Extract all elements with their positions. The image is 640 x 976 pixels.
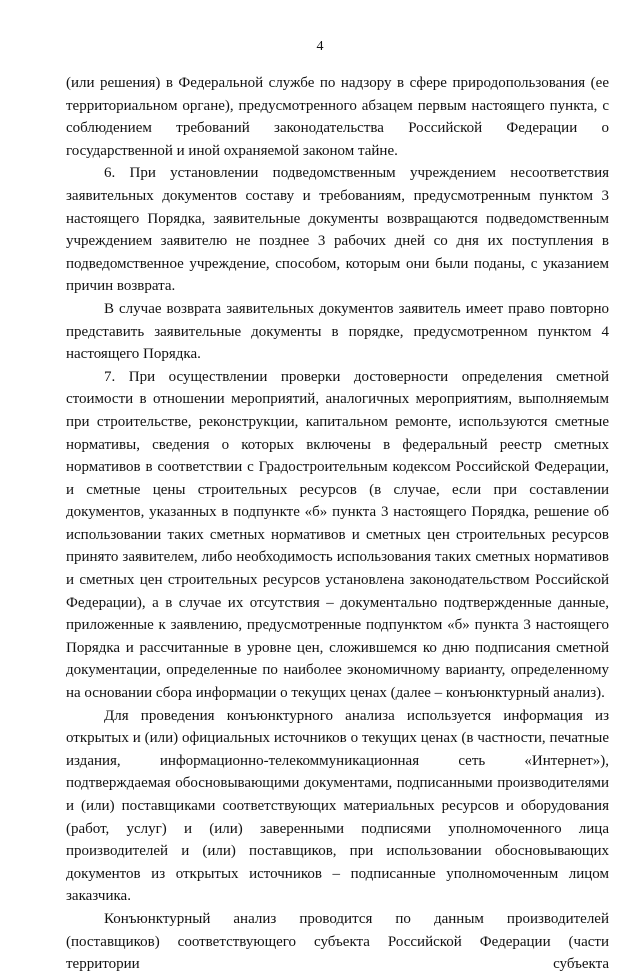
document-body [66,72,609,976]
paragraph-market-analysis-sources: Для проведения конъюнктурного анализа используется информация из открытых и (или) официальных источников о текущих ценах (в частности, печатные издания, информационно-телекоммуникационная сеть «Интернет»), подтверждаемая обосновывающими документами, подписанными производителями и (или) поставщиками соответствующих материальных ресурсов и оборудования (работ, услуг) и (или) заверенными подписями уполномоченного лица производителей и (или) поставщиков, при использовании обосновывающих документов из открытых источников – подписанные уполномоченным лицом заказчика. [66,707,609,905]
paragraph-item-6: 6. При установлении подведомственным учреждением несоответствия заявительных документов составу и требованиям, предусмотренным пунктом 3 настоящего Порядка, заявительные документы возвращаются подведомственным учреждением заявителю не позднее 3 рабочих дней со дня их поступления в подведомственное учреждение, способом, которым они были поданы, с указанием причин возврата. [66,165,609,295]
paragraph-market-analysis-data: Конъюнктурный анализ проводится по данным производителей (поставщиков) соответствующего субъекта Российской Федерации (части территории субъекта [66,910,609,973]
paragraph-item-7: 7. При осуществлении проверки достоверности определения сметной стоимости в отношении мероприятий, аналогичных мероприятиям, выполняемым при строительстве, реконструкции, капитальном ремонте, используются сметные нормативы, сведения о которых включены в федеральный реестр сметных нормативов в соответствии с Градостроительным кодексом Российской Федерации, и сметные цены строительных ресурсов (в случае, если при составлении документов, указанных в подпункте «б» пункта 3 настоящего Порядка, решение об использовании таких сметных нормативов и сметных цен строительных ресурсов принято заявителем, либо необходимость использования таких сметных нормативов и сметных цен строительных ресурсов установлена законодательством Российской Федерации), а в случае их отсутствия – документально подтвержденные данные, приложенные к заявлению, предусмотренные подпунктом «б» пункта 3 настоящего Порядка и рассчитанные в уровне цен, сложившемся ко дню подписания сметной документации, определенные по наиболее экономичному варианту, определенному на основании сбора информации о текущих ценах (далее – конъюнктурный анализ). [66,368,609,702]
paragraph-return-rights: В случае возврата заявительных документов заявитель имеет право повторно представить заявительные документы в порядке, предусмотренном пунктом 4 настоящего Порядка. [66,300,609,363]
paragraph-continuation: (или решения) в Федеральной службе по надзору в сфере природопользования (ее территориальном органе), предусмотренного абзацем первым настоящего пункта, с соблюдением требований законодательства Российской Федерации о государственной и иной охраняемой законом тайне. [66,75,609,159]
page-number: 4 [316,39,324,54]
